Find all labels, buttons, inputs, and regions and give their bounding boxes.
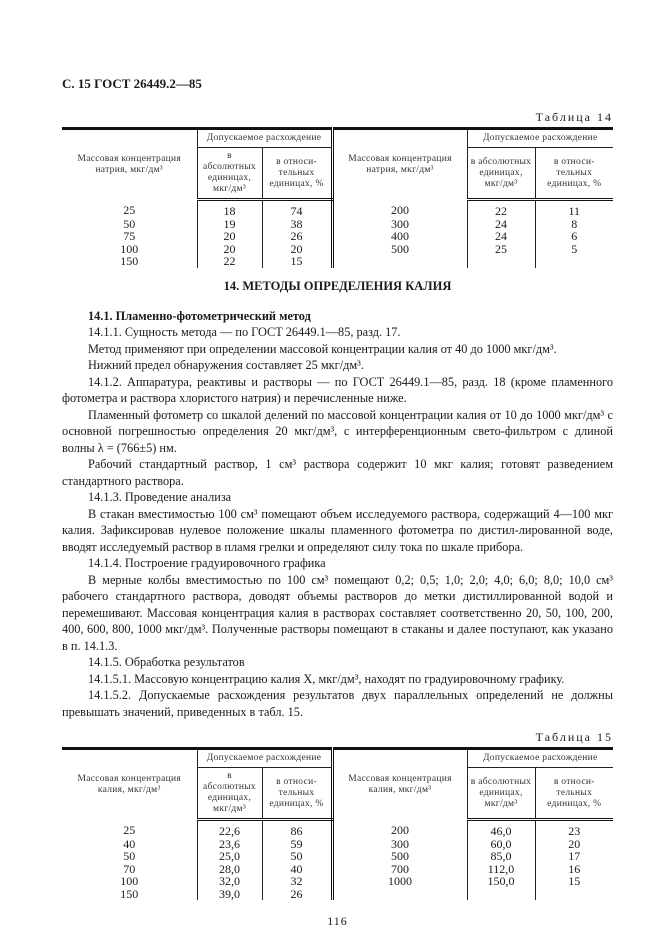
table-cell: 100 — [62, 243, 197, 256]
table-cell: 39,0 — [197, 888, 262, 901]
header-relative: в относи-тельных единицах, % — [262, 148, 332, 200]
table-cell: 46,0 — [467, 820, 535, 838]
paragraph: 14.1.5.2. Допускаемые расхождения результатов двух параллельных определений не должны превышать значений, приведенных в табл. 15. — [62, 688, 613, 719]
table-cell: 18 — [197, 200, 262, 218]
table-14-caption: Таблица 14 — [535, 110, 613, 124]
table-cell: 25 — [467, 243, 535, 256]
page-number: 116 — [327, 914, 348, 928]
header-concentration: Массовая концентрация калия, мкг/дм³ — [332, 749, 467, 820]
table-cell: 500 — [332, 243, 467, 256]
table-row — [62, 820, 613, 838]
table-cell: 40 — [62, 838, 197, 851]
table-cell — [332, 888, 467, 901]
table-cell: 17 — [568, 849, 581, 863]
table-cell: 16 — [568, 861, 581, 876]
table-cell — [332, 255, 467, 268]
section-title: 14. МЕТОДЫ ОПРЕДЕЛЕНИЯ КАЛИЯ — [223, 278, 452, 293]
table-row — [62, 230, 613, 243]
header-group: Допускаемое расхождение — [467, 129, 613, 148]
paragraph: 14.1.3. Проведение анализа — [88, 490, 232, 504]
table-cell: 700 — [332, 863, 467, 876]
table-cell: 20 — [197, 243, 262, 256]
table-cell: 150 — [62, 888, 197, 901]
table-cell: 75 — [62, 230, 197, 243]
table-cell: 200 — [332, 820, 467, 838]
table-cell: 28,0 — [197, 863, 262, 876]
table-cell: 19 — [197, 218, 262, 231]
table-cell: 8 — [571, 216, 578, 231]
table-cell: 26 — [262, 230, 332, 243]
table-row — [62, 838, 613, 851]
header-relative: в относи-тельных единицах, % — [535, 768, 613, 820]
paragraph: 14.1.1. Сущность метода — по ГОСТ 26449.1—85, разд. 17. — [88, 325, 401, 339]
table-cell: 500 — [332, 850, 467, 863]
table-cell: 50 — [262, 850, 332, 863]
paragraph: В мерные колбы вместимостью по 100 см³ помещают 0,2; 0,5; 1,0; 2,0; 4,0; 6,0; 8,0; 10,0 см³ рабочего стандартного раствора, доводят объемы растворов до метки дистиллированной водой и перемешивают. Массовая концентрация калия в растворах составляет соответственно 20, 50, 100, 200, 400, 600, 800, 1000 мкг/дм³. Полученные растворы помещают в стаканы и далее поступают, как указано в п. 14.1.3. — [62, 572, 613, 653]
paragraph: 14.1.5. Обработка результатов — [88, 655, 245, 669]
header-absolute: в абсолютных единицах, мкг/дм³ — [197, 768, 262, 820]
header-concentration: Массовая концентрация натрия, мкг/дм³ — [332, 129, 467, 200]
table-row — [62, 218, 613, 231]
table-cell: 32,0 — [197, 875, 262, 888]
table-cell: 23 — [568, 824, 581, 838]
table-cell: 100 — [62, 875, 197, 888]
paragraph: Метод применяют при определении массовой концентрации калия от 40 до 1000 мкг/дм³. — [88, 341, 557, 356]
table-cell: 40 — [262, 863, 332, 876]
table-cell: 150 — [62, 255, 197, 268]
paragraph: В стакан вместимостью 100 см³ помещают объем исследуемого раствора, содержащий 4—100 мкг калия. Зафиксировав нулевое положение шкалы пламенного фотометра по дистил-лированной воде, вводят исследуемый раствор в пламя грелки и определяют силу тока по шкале прибора. — [62, 506, 613, 554]
table-cell: 70 — [62, 863, 197, 876]
table-cell: 86 — [262, 820, 332, 838]
table-cell: 32 — [262, 875, 332, 888]
page-header: С. 15 ГОСТ 26449.2—85 — [62, 76, 202, 91]
paragraph: Нижний предел обнаружения составляет 25 мкг/дм³. — [88, 358, 364, 372]
table-15-caption: Таблица 15 — [535, 730, 613, 744]
table-cell: 5 — [571, 241, 578, 256]
paragraph: 14.1.2. Аппаратура, реактивы и растворы — по ГОСТ 26449.1—85, разд. 18 (кроме пламенного фотометра и раствора хлористого натрия) и перечисленные ниже. — [62, 374, 613, 405]
table-cell: 20 — [568, 836, 581, 851]
table-row — [62, 888, 613, 901]
table-cell: 400 — [332, 230, 467, 243]
table-cell: 22 — [467, 200, 535, 218]
table-cell — [467, 255, 535, 268]
table-cell: 38 — [262, 218, 332, 231]
header-group: Допускаемое расхождение — [467, 749, 613, 768]
table-cell: 60,0 — [467, 838, 535, 851]
paragraph: Пламенный фотометр со шкалой делений по массовой концентрации калия от 10 до 1000 мкг/дм³ с основной погрешностью определения 20 мкг/дм³, с интерференционным свето-фильтром с длиной волны λ = (766±5) нм. — [62, 407, 613, 455]
table-cell: 300 — [332, 838, 467, 851]
header-relative: в относи-тельных единицах, % — [535, 148, 613, 200]
paragraph: Рабочий стандартный раствор, 1 см³ раствора содержит 10 мкг калия; готовят разведением стандартного раствора. — [62, 457, 613, 488]
table-cell: 50 — [62, 850, 197, 863]
table-cell: 150,0 — [467, 875, 535, 888]
table-14 — [62, 127, 613, 268]
header-concentration: Массовая концентрация калия, мкг/дм³ — [62, 749, 197, 820]
header-absolute: в абсолютных единицах, мкг/дм³ — [467, 148, 535, 200]
table-row — [62, 875, 613, 888]
table-cell: 200 — [332, 200, 467, 218]
table-row — [62, 863, 613, 876]
body-text — [62, 308, 613, 721]
table-cell: 26 — [262, 888, 332, 901]
table-cell: 24 — [467, 218, 535, 231]
table-cell: 15 — [262, 255, 332, 268]
table-cell — [535, 255, 613, 268]
header-relative: в относи-тельных единицах, % — [262, 768, 332, 820]
paragraph: 14.1.5.1. Массовую концентрацию калия X, мкг/дм³, находят по градуировочному графику. — [88, 671, 565, 686]
table-cell: 1000 — [332, 875, 467, 888]
table-cell: 300 — [332, 218, 467, 231]
table-cell: 85,0 — [467, 850, 535, 863]
table-cell — [535, 888, 613, 901]
table-cell: 20 — [262, 243, 332, 256]
subsection-heading: 14.1. Пламенно-фотометрический метод — [88, 308, 311, 323]
table-cell: 74 — [262, 200, 332, 218]
table-row — [62, 200, 613, 218]
header-concentration: Массовая концентрация натрия, мкг/дм³ — [62, 129, 197, 200]
header-group: Допускаемое расхождение — [197, 749, 332, 768]
table-cell: 23,6 — [197, 838, 262, 851]
table-cell: 25 — [62, 200, 197, 218]
header-absolute: в абсолютных единицах, мкг/дм³ — [197, 148, 262, 200]
table-cell: 25,0 — [197, 850, 262, 863]
table-15 — [62, 747, 613, 900]
table-cell: 15 — [568, 874, 581, 888]
table-cell: 25 — [62, 820, 197, 838]
table-row — [62, 850, 613, 863]
paragraph: 14.1.4. Построение градуировочного графика — [88, 556, 326, 570]
table-cell: 6 — [571, 229, 578, 243]
table-row — [62, 243, 613, 256]
table-cell: 24 — [467, 230, 535, 243]
table-cell: 11 — [568, 204, 581, 218]
table-cell: 22 — [197, 255, 262, 268]
table-cell: 59 — [262, 838, 332, 851]
header-absolute: в абсолютных единицах, мкг/дм³ — [467, 768, 535, 820]
table-row — [62, 255, 613, 268]
header-group: Допускаемое расхождение — [197, 129, 332, 148]
table-cell: 22,6 — [197, 820, 262, 838]
table-cell: 112,0 — [467, 863, 535, 876]
table-cell — [467, 888, 535, 901]
table-cell: 20 — [197, 230, 262, 243]
table-cell: 50 — [62, 218, 197, 231]
